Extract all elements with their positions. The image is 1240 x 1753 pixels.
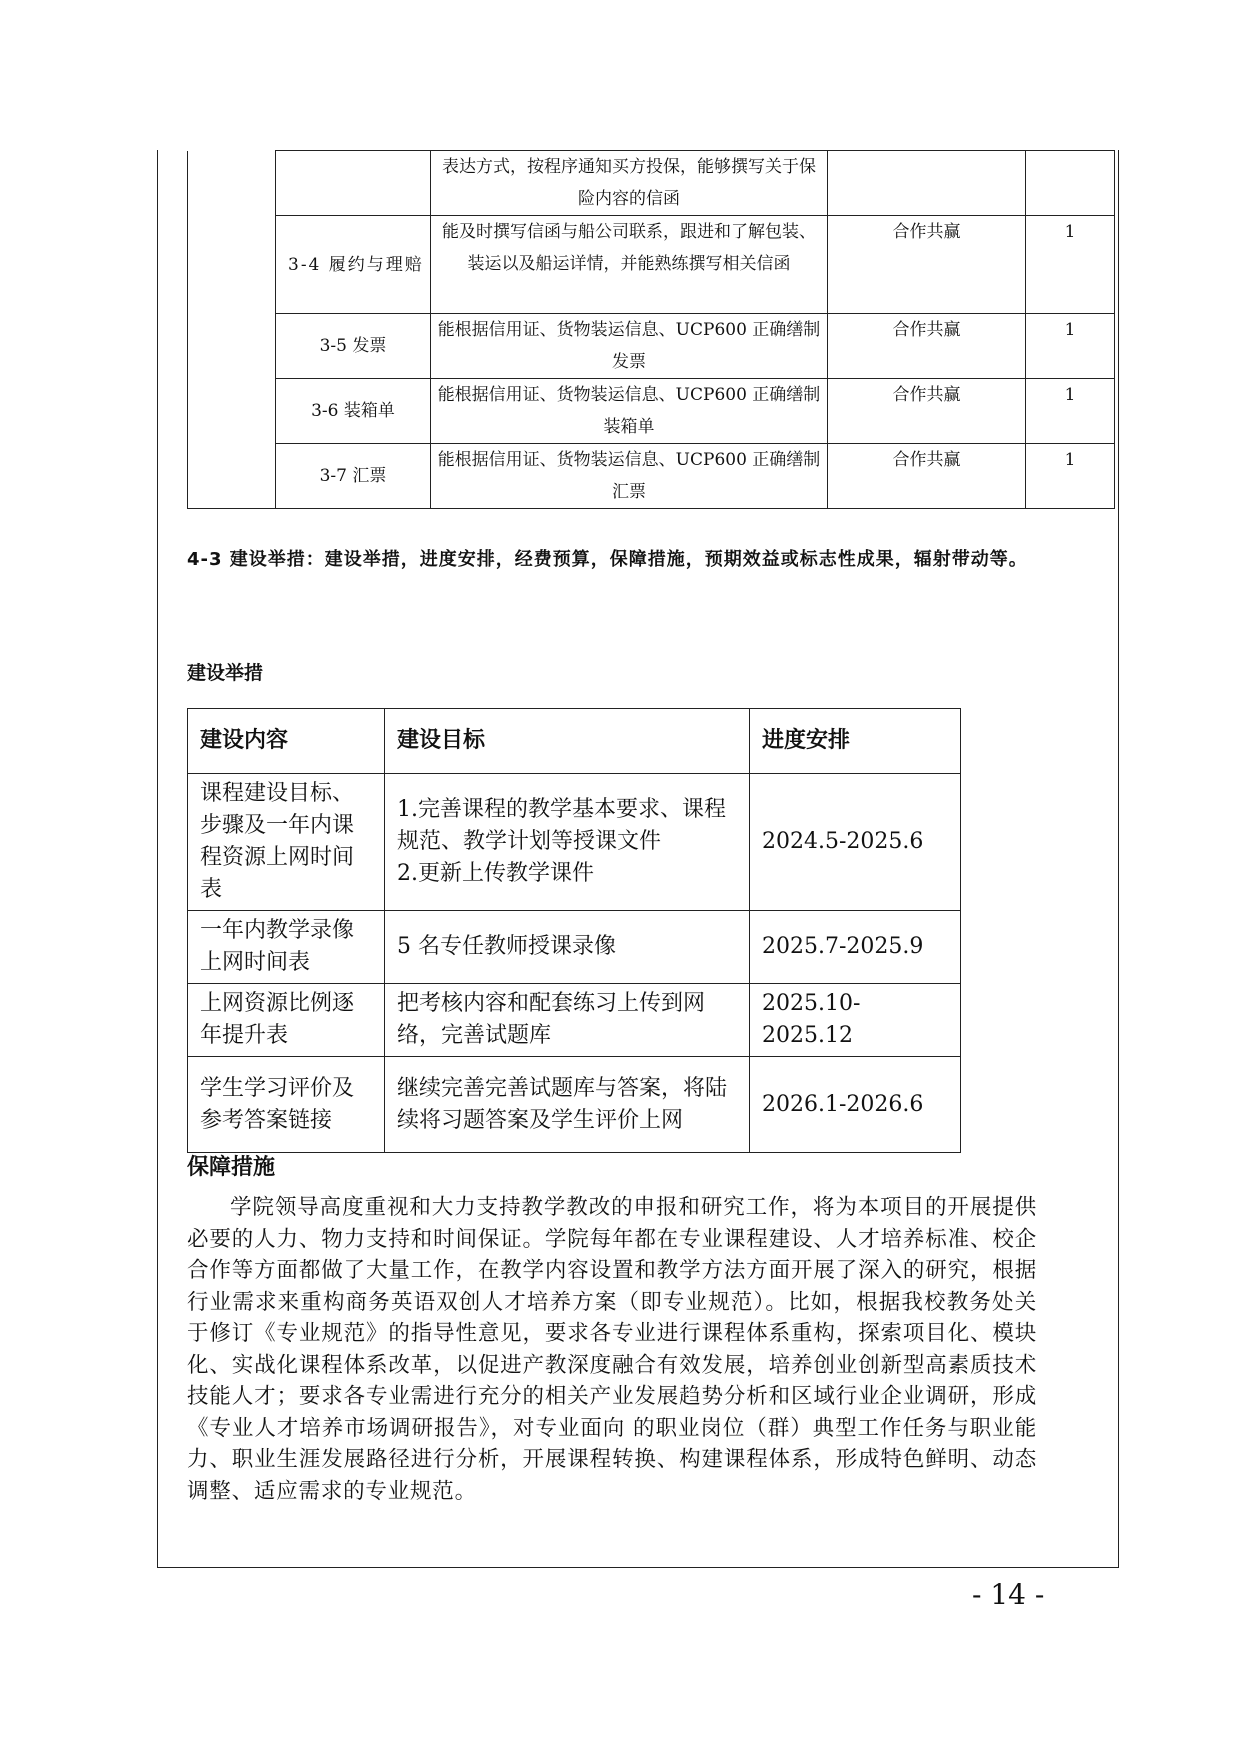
content-cell: 上网资源比例逐年提升表 xyxy=(188,984,385,1057)
table-row xyxy=(188,911,961,984)
goal-cell: 合作共赢 xyxy=(828,314,1026,379)
page-number: - 14 - xyxy=(972,1578,1045,1611)
content-cell: 一年内教学录像上网时间表 xyxy=(188,911,385,984)
goal-cell: 继续完善完善试题库与答案，将陆续将习题答案及学生评价上网 xyxy=(385,1057,750,1153)
hours-cell: 1 xyxy=(1026,379,1115,444)
table-row xyxy=(188,984,961,1057)
goal-line: 1.完善课程的教学基本要求、课程规范、教学计划等授课文件 xyxy=(397,797,726,854)
schedule-cell: 2025.7-2025.9 xyxy=(750,911,961,984)
hours-cell xyxy=(1026,151,1115,216)
header-content: 建设内容 xyxy=(188,709,385,774)
desc-cell: 能根据信用证、货物装运信息、UCP600 正确缮制装箱单 xyxy=(431,379,828,444)
table-row xyxy=(188,314,1115,379)
desc-cell: 能根据信用证、货物装运信息、UCP600 正确缮制发票 xyxy=(431,314,828,379)
item-cell: 3-6 装箱单 xyxy=(276,379,431,444)
desc-cell: 能及时撰写信函与船公司联系，跟进和了解包装、装运以及船运详情，并能熟练撰写相关信函 xyxy=(431,216,828,314)
goal-cell: 5 名专任教师授课录像 xyxy=(385,911,750,984)
schedule-cell: 2024.5-2025.6 xyxy=(750,774,961,911)
goal-line: 2.更新上传教学课件 xyxy=(397,861,594,886)
table-row xyxy=(188,774,961,911)
table-row xyxy=(188,379,1115,444)
content-cell: 学生学习评价及参考答案链接 xyxy=(188,1057,385,1153)
section-heading: 4-3 建设举措：建设举措，进度安排，经费预算，保障措施，预期效益或标志性成果，辐射带动等。 xyxy=(187,549,1028,570)
module-cell xyxy=(188,151,276,509)
table-row xyxy=(188,444,1115,509)
goal-cell xyxy=(385,774,750,911)
measures-table xyxy=(187,708,961,1153)
table-row xyxy=(188,151,1115,216)
item-cell: 3-7 汇票 xyxy=(276,444,431,509)
desc-cell: 能根据信用证、货物装运信息、UCP600 正确缮制汇票 xyxy=(431,444,828,509)
hours-cell: 1 xyxy=(1026,216,1115,314)
guarantee-paragraph: 学院领导高度重视和大力支持教学教改的申报和研究工作，将为本项目的开展提供必要的人力、物力支持和时间保证。学院每年都在专业课程建设、人才培养标准、校企合作等方面都做了大量工作，在教学内容设置和教学方法方面开展了深入的研究，根据行业需求来重构商务英语双创人才培养方案（即专业规范）。比如，根据我校教务处关于修订《专业规范》的指导性意见，要求各专业进行课程体系重构，探索项目化、模块化、实战化课程体系改革，以促进产教深度融合有效发展，培养创业创新型高素质技术技能人才；要求各专业需进行充分的相关产业发展趋势分析和区域行业企业调研，形成《专业人才培养市场调研报告》，对专业面向 的职业岗位（群）典型工作任务与职业能力、职业生涯发展路径进行分析，开展课程转换、构建课程体系，形成特色鲜明、动态调整、适应需求的专业规范。 xyxy=(187,1195,1037,1504)
item-cell: 3-5 发票 xyxy=(276,314,431,379)
table-row xyxy=(188,1057,961,1153)
goal-cell: 合作共赢 xyxy=(828,444,1026,509)
goal-cell: 把考核内容和配套练习上传到网络，完善试题库 xyxy=(385,984,750,1057)
course-module-table xyxy=(187,150,1115,509)
header-goal: 建设目标 xyxy=(385,709,750,774)
table-header-row xyxy=(188,709,961,774)
item-cell: 3-4 履约与理赔 xyxy=(276,216,431,314)
measures-label: 建设举措 xyxy=(187,662,264,684)
header-schedule: 进度安排 xyxy=(750,709,961,774)
hours-cell: 1 xyxy=(1026,314,1115,379)
goal-cell: 合作共赢 xyxy=(828,379,1026,444)
guarantee-label: 保障措施 xyxy=(187,1155,276,1180)
content-cell: 课程建设目标、步骤及一年内课程资源上网时间表 xyxy=(188,774,385,911)
hours-cell: 1 xyxy=(1026,444,1115,509)
schedule-cell: 2026.1-2026.6 xyxy=(750,1057,961,1153)
table-row xyxy=(188,216,1115,314)
item-cell xyxy=(276,151,431,216)
goal-cell xyxy=(828,151,1026,216)
schedule-cell: 2025.10-2025.12 xyxy=(750,984,961,1057)
goal-cell: 合作共赢 xyxy=(828,216,1026,314)
desc-cell: 表达方式，按程序通知买方投保，能够撰写关于保险内容的信函 xyxy=(431,151,828,216)
